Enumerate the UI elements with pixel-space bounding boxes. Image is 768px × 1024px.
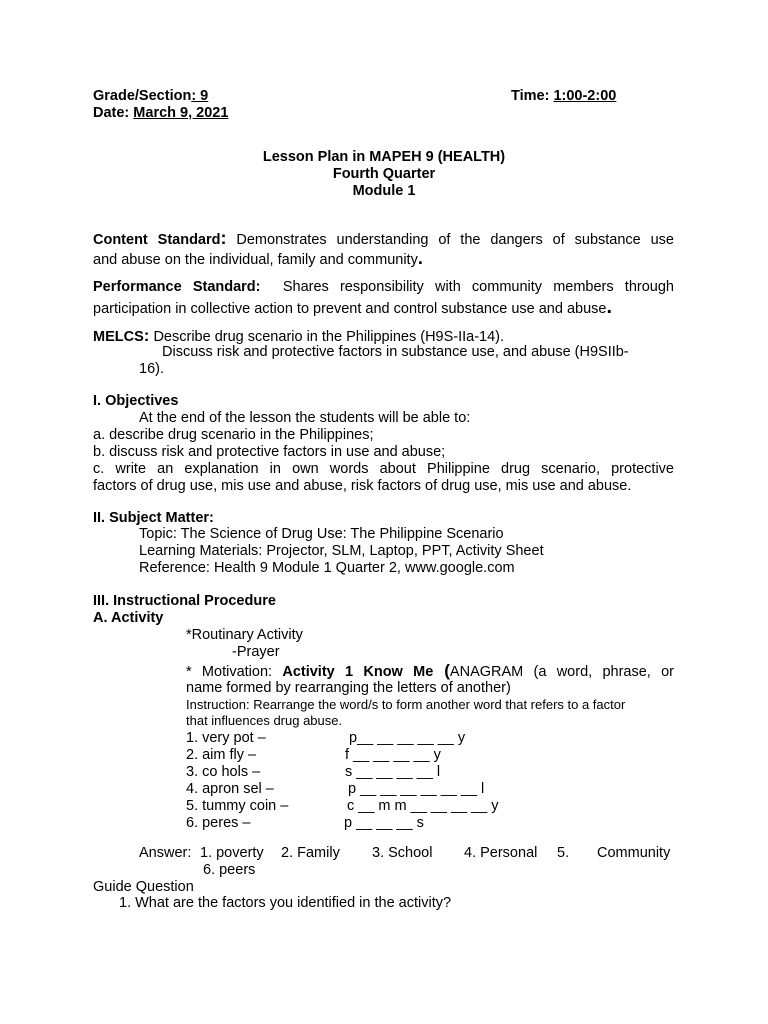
objectives-intro: At the end of the lesson the students will be able to: xyxy=(139,410,471,426)
content-standard-line-2: and abuse on the individual, family and community. xyxy=(93,248,423,268)
anagram-blank-4: p __ __ __ __ __ __ l xyxy=(348,781,485,797)
answer-5-word: Community xyxy=(597,845,671,861)
title-line-3: Module 1 xyxy=(352,183,416,199)
title-line-1: Lesson Plan in MAPEH 9 (HEALTH) xyxy=(262,149,506,165)
objective-c-line-2: factors of drug use, mis use and abuse, risk factors of drug use, mis use and abuse. xyxy=(93,478,632,494)
activity-heading: A. Activity xyxy=(93,610,164,626)
grade-section xyxy=(93,88,208,105)
subject-reference: Reference: Health 9 Module 1 Quarter 2, www.google.com xyxy=(139,560,515,576)
guide-question-heading: Guide Question xyxy=(93,879,194,895)
date xyxy=(93,105,228,122)
guide-question-1: 1. What are the factors you identified in the activity? xyxy=(119,895,452,911)
anagram-blank-6: p __ __ __ s xyxy=(344,815,424,831)
anagram-item-4: 4. apron sel – xyxy=(186,781,274,797)
content-standard-label: Content Standard xyxy=(93,232,221,248)
answer-4: 4. Personal xyxy=(464,845,538,861)
date-label: Date: xyxy=(93,105,134,121)
answer-3: 3. School xyxy=(372,845,433,861)
motivation-title: Activity 1 Know Me xyxy=(282,664,434,680)
objective-b: b. discuss risk and protective factors in use and abuse; xyxy=(93,444,446,460)
answer-label: Answer: xyxy=(139,845,192,861)
instruction-line-2: that influences drug abuse. xyxy=(186,713,343,728)
anagram-blank-5: c __ m m __ __ __ __ y xyxy=(347,798,499,814)
objective-c-line-1: c. write an explanation in own words about Philippine drug scenario, protective xyxy=(93,461,674,477)
time-label: Time: xyxy=(511,88,554,104)
melcs-line-2: Discuss risk and protective factors in substance use, and abuse (H9SIIb- xyxy=(162,344,629,360)
performance-standard-line-2: participation in collective action to prevent and control substance use and abuse. xyxy=(93,296,613,318)
answer-6: 6. peers xyxy=(203,862,256,878)
content-standard-line-1: Content Standard: Demonstrates understanding of the dangers of substance use xyxy=(93,228,674,248)
time-value: 1:00-2:00 xyxy=(553,88,617,104)
date-value: March 9, 2021 xyxy=(133,105,229,121)
subject-topic: Topic: The Science of Drug Use: The Philippine Scenario xyxy=(139,526,504,542)
objective-a: a. describe drug scenario in the Philippines; xyxy=(93,427,374,443)
motivation-line-1: * Motivation: Activity 1 Know Me (ANAGRAM (a word, phrase, or xyxy=(186,661,674,680)
grade-value: : 9 xyxy=(191,88,209,104)
procedure-heading: III. Instructional Procedure xyxy=(93,593,276,609)
answer-1: 1. poverty xyxy=(200,845,264,861)
melcs-line-1: MELCS: Describe drug scenario in the Philippines (H9S-IIa-14). xyxy=(93,326,505,345)
anagram-item-2: 2. aim fly – xyxy=(186,747,257,763)
melcs-label: MELCS xyxy=(93,329,144,345)
routinary-activity: *Routinary Activity xyxy=(186,627,303,643)
subject-matter-heading: II. Subject Matter: xyxy=(93,510,214,526)
anagram-item-1: 1. very pot – xyxy=(186,730,266,746)
anagram-blank-2: f __ __ __ __ y xyxy=(345,747,441,763)
melcs-line-3: 16). xyxy=(139,361,164,377)
time xyxy=(511,88,616,105)
title-line-2: Fourth Quarter xyxy=(332,166,436,182)
anagram-item-5: 5. tummy coin – xyxy=(186,798,289,814)
prayer: -Prayer xyxy=(232,644,280,660)
anagram-blank-3: s __ __ __ __ l xyxy=(345,764,441,780)
performance-standard-line-1: Performance Standard: Shares responsibility with community members through xyxy=(93,279,674,295)
performance-standard-label: Performance Standard: xyxy=(93,279,261,295)
answer-2: 2. Family xyxy=(281,845,340,861)
anagram-blank-1: p__ __ __ __ __ y xyxy=(349,730,466,746)
motivation-line-2: name formed by rearranging the letters of another) xyxy=(186,680,511,696)
anagram-item-3: 3. co hols – xyxy=(186,764,261,780)
grade-label: Grade/Section xyxy=(93,88,192,104)
objectives-heading: I. Objectives xyxy=(93,393,179,409)
anagram-item-6: 6. peres – xyxy=(186,815,251,831)
subject-materials: Learning Materials: Projector, SLM, Laptop, PPT, Activity Sheet xyxy=(139,543,544,559)
instruction-line-1: Instruction: Rearrange the word/s to form another word that refers to a factor xyxy=(186,697,626,712)
answer-5-number: 5. xyxy=(557,845,570,861)
